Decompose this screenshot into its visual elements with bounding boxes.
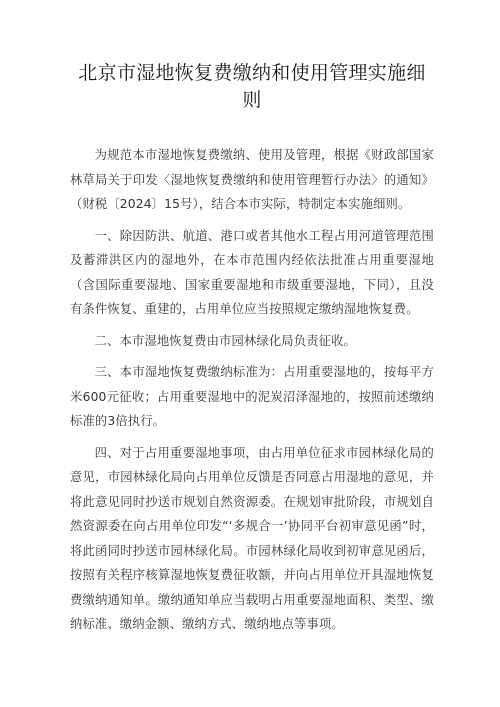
document-title: 北京市湿地恢复费缴纳和使用管理实施细则 bbox=[78, 62, 426, 111]
paragraph-preamble: 为规范本市湿地恢复费缴纳、使用及管理，根据《财政部国家林草局关于印发〈湿地恢复费缴纳和使用管理暂行办法〉的通知》（财税〔2024〕15号），结合本市实际，特制定本实施细则。 bbox=[70, 148, 434, 211]
paragraph-article-1: 一、除因防洪、航道、港口或者其他水工程占用河道管理范围及蓄滞洪区内的湿地外，在本市范围内经依法批准占用重要湿地（含国际重要湿地、国家重要湿地和市级重要湿地，下同），且没有条件恢复、重建的，占用单位应当按照规定缴纳湿地恢复费。 bbox=[70, 228, 434, 316]
paragraph-article-4: 四、对于占用重要湿地事项，由占用单位征求市园林绿化局的意见，市园林绿化局向占用单位反馈是否同意占用湿地的意见，并将此意见同时抄送市规划自然资源委。在规划审批阶段，市规划自然资源委在向占用单位印发“‘多规合一’协同平台初审意见函”时，将此函同时抄送市园林绿化局。市园林绿化局收到初审意见函后，按照有关程序核算湿地恢复费征收额，并向占用单位开具湿地恢复费缴纳通知单。缴纳通知单应当载明占用重要湿地面积、类型、缴纳标准、缴纳金额、缴纳方式、缴纳地点等事项。 bbox=[70, 445, 434, 631]
paragraph-article-3: 三、本市湿地恢复费缴纳标准为：占用重要湿地的，按每平方米600元征收；占用重要湿地中的泥炭沼泽湿地的，按照前述缴纳标准的3倍执行。 bbox=[70, 365, 434, 428]
document-body bbox=[70, 143, 434, 637]
paragraph-article-2: 二、本市湿地恢复费由市园林绿化局负责征收。 bbox=[94, 333, 356, 348]
